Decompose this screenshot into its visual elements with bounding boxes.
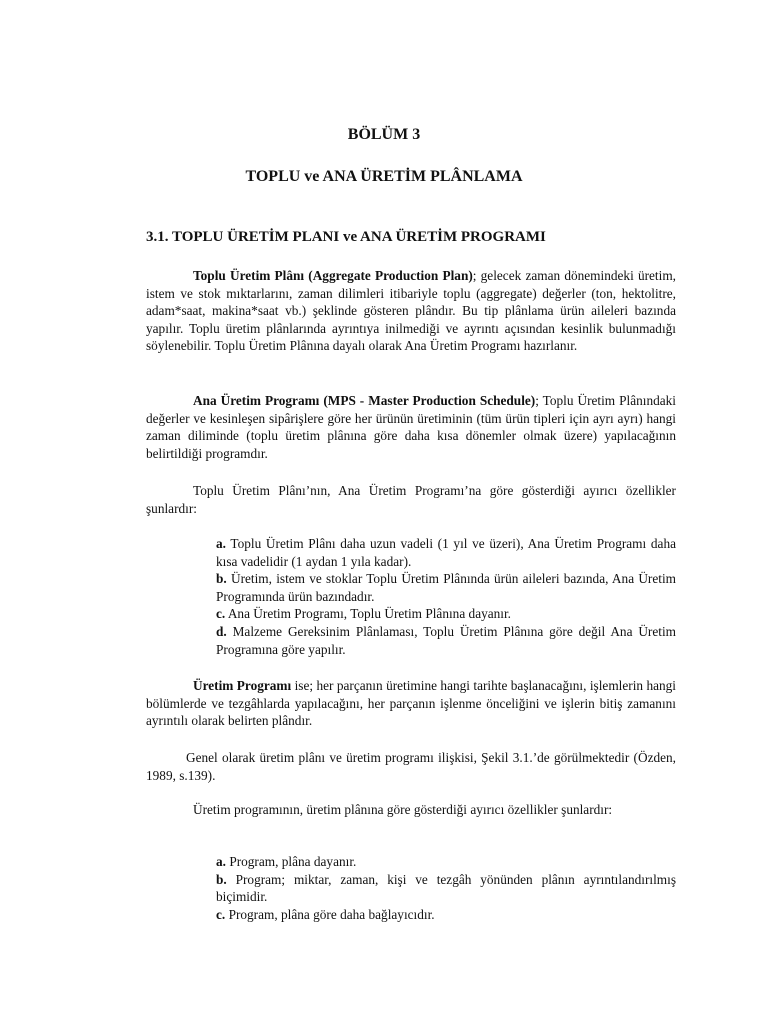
list-plan-differences	[216, 535, 676, 658]
list-marker: a.	[216, 536, 226, 551]
list-item-text: Ana Üretim Programı, Toplu Üretim Plânına dayanır.	[227, 606, 512, 622]
list-marker: c.	[216, 906, 226, 922]
paragraph-text: ise; her parçanın üretimine hangi tarihte başlanacağını, işlemlerin hangi bölümlerde ve tezgâhlarda yapılacağını, her parçanın işlenme önceliğini ve işlerin bitiş zamanını ayrıntılı olarak belirten plândır.	[146, 678, 676, 729]
list-item	[216, 623, 676, 658]
term-production-program: Üretim Programı	[193, 678, 292, 693]
list-item-text: Toplu Üretim Plânı daha uzun vadeli (1 yıl ve üzeri), Ana Üretim Programı daha kısa vadelidir (1 aydan 1 yıla kadar).	[216, 536, 676, 569]
list-item	[216, 570, 676, 605]
list-item	[216, 906, 676, 924]
chapter-heading: BÖLÜM 3	[347, 126, 421, 143]
list-item	[216, 605, 676, 623]
paragraph-text: ; Toplu Üretim Plânındaki değerler ve kesinleşen sipârişlere göre her ürünün üretiminin (tüm ürün tipleri için ayrı ayrı) hangi zaman diliminde (toplu üretim plânına göre daha kısa dönemler olmak üzere) yapılacağının belirtildiği programdır.	[146, 393, 676, 461]
list-marker: b.	[216, 571, 227, 587]
term-master-schedule: Ana Üretim Programı (MPS - Master Production Schedule)	[193, 393, 536, 408]
list-item	[216, 871, 676, 906]
paragraph-master-schedule	[146, 392, 676, 462]
list-marker: b.	[216, 871, 227, 887]
list-program-differences	[216, 853, 676, 923]
list-item-text: Üretim, istem ve stoklar Toplu Üretim Plânında ürün aileleri bazında, Ana Üretim Programında ürün bazındadır.	[216, 571, 676, 604]
paragraph-production-program	[146, 677, 676, 730]
list-item-text: Program; miktar, zaman, kişi ve tezgâh yönünden plânın ayrıntılandırılmış biçimidir.	[216, 871, 676, 905]
list-item-text: Program, plâna göre daha bağlayıcıdır.	[228, 906, 435, 922]
list-marker: a.	[216, 854, 226, 869]
section-heading: 3.1. TOPLU ÜRETİM PLANI ve ANA ÜRETİM PROGRAMI	[146, 229, 546, 245]
paragraph-aggregate-plan	[146, 267, 676, 355]
paragraph-text: ; gelecek zaman dönemindeki üretim, istem ve stok mıktarlarını, zaman dilimleri itibariyle toplu (aggregate) değerler (ton, hektolitre, adam*saat, makina*saat vb.) şeklinde gösteren plândır. Bu tip plânlama ürün aileleri bazında yapılır. Toplu üretim plânlarında ayrıntıya inilmediği ve ayrıntı açısından kesinlik bulunmadığı söylenebilir. Toplu Üretim Plânına dayalı olarak Ana Üretim Programı hazırlanır.	[146, 268, 676, 354]
paragraph-differences-intro: Toplu Üretim Plânı’nın, Ana Üretim Programı’na göre gösterdiği ayırıcı özellikler şunlardır:	[146, 483, 676, 516]
list-item-text: Malzeme Gereksinim Plânlaması, Toplu Üretim Plânına göre değil Ana Üretim Programına göre yapılır.	[216, 623, 676, 657]
list-item	[216, 535, 676, 570]
paragraph-program-differences-intro: Üretim programının, üretim plânına göre gösterdiği ayırıcı özellikler şunlardır:	[193, 802, 613, 817]
chapter-title: TOPLU ve ANA ÜRETİM PLÂNLAMA	[245, 168, 523, 185]
term-aggregate-plan: Toplu Üretim Plânı (Aggregate Production Plan)	[193, 268, 473, 283]
list-marker: c.	[216, 606, 226, 622]
paragraph-relationship: Genel olarak üretim plânı ve üretim programı ilişkisi, Şekil 3.1.’de görülmektedir (Özden, 1989, s.139).	[146, 750, 676, 783]
list-marker: d.	[216, 623, 227, 639]
list-item-text: Program, plâna dayanır.	[229, 854, 357, 869]
list-item	[216, 853, 676, 871]
